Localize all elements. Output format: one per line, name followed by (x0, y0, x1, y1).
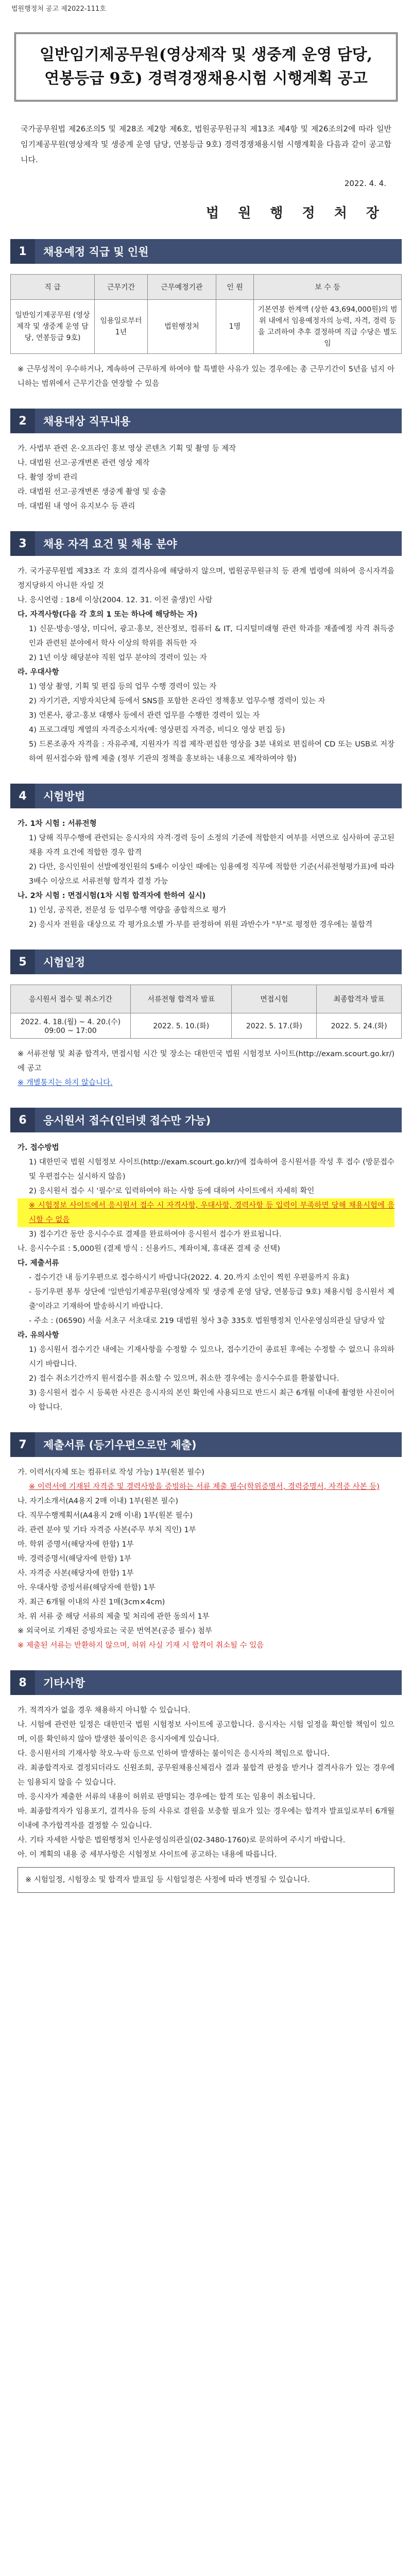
note-text: ※ 근무성적이 우수하거나, 계속하여 근무하게 하여야 할 특별한 사유가 있는 경우에는 총 근무기간이 5년을 넘지 아니하는 범위에서 근무기간을 연장할 수 있음 (18, 365, 394, 388)
list-item: 5) 드론조종자 자격을 : 자유주제, 지원자가 직접 제작·편집한 영상을 3분 내외로 편집하여 CD 또는 USB로 저장하여 원서접수와 함께 제출 (정부 기관의 정책을 홍보하는 내용으로 제작하여야 함) (29, 740, 394, 763)
list-item: 다. 직무수행계획서(A4용지 2매 이내) 1부(원본 필수) (18, 1512, 193, 1520)
list-item: 1) 인성, 공직관, 전문성 등 업무수행 역량을 종합적으로 평가 (29, 906, 227, 914)
note-text: ※ 제출된 서류는 반환하지 않으며, 허위 사실 기재 시 합격이 취소될 수 있음 (18, 1641, 264, 1650)
job-header-period: 근무기간 (95, 275, 148, 300)
note-text: ※ 서류전형 및 최종 합격자, 면접시험 시간 및 장소는 대한민국 법원 시험정보 사이트(http://exam.scourt.go.kr/)에 공고 (18, 1050, 394, 1073)
footer-note: ※ 시험일정, 시험장소 및 합격자 발표일 등 시험일정은 사정에 따라 변경될 수 있습니다. (25, 1876, 310, 1884)
list-item: 사. 기타 자세한 사항은 법원행정처 인사운영심의관실(02-3480-1760)로 문의하여 주시기 바랍니다. (18, 1836, 346, 1844)
job-header-grade: 직 급 (11, 275, 95, 300)
list-item: 다. 응시원서의 기재사항 착오·누락 등으로 인하여 발생하는 불이익은 응시자의 책임으로 합니다. (18, 1750, 330, 1758)
list-item: 2) 응시자 전원을 대상으로 각 평가요소별 가·부를 판정하여 위원 과반수가 "부"로 평정한 경우에는 불합격 (29, 921, 373, 929)
list-item: 나. 자기소개서(A4용지 2매 이내) 1부(원본 필수) (18, 1497, 178, 1505)
list-item: 가. 국가공무원법 제33조 각 호의 결격사유에 해당하지 않으며, 법원공무원규칙 등 관계 법령에 의하여 응시자격을 정지당하지 아니한 자일 것 (18, 567, 394, 590)
title-box (14, 32, 398, 101)
schedule-cell: 2022. 5. 17.(화) (232, 1013, 317, 1039)
section-5-notes (10, 1039, 402, 1090)
warning-text: ※ 시험정보 사이트에서 응시원서 접수 시 자격사항, 우대사항, 경력사항 등 입력이 부족하면 당해 채용시험에 응시할 수 없음 (18, 1198, 394, 1227)
section-title: 채용 자격 요건 및 채용 분야 (35, 531, 402, 556)
section-title: 채용예정 직급 및 인원 (35, 239, 402, 264)
section-8-body (10, 1695, 402, 1862)
list-item: 가. 접수방법 (18, 1144, 59, 1152)
section-number: 3 (10, 531, 35, 556)
section-title: 기타사항 (35, 1670, 402, 1695)
list-item: 마. 학위 증명서(해당자에 한함) 1부 (18, 1540, 134, 1549)
list-item: - 접수기간 내 등기우편으로 접수하시기 바랍니다(2022. 4. 20.까지 소인이 찍힌 우편물까지 유효) (29, 1274, 349, 1282)
section-4-body (10, 808, 402, 932)
section-number: 4 (10, 784, 35, 808)
notice-date: 2022. 4. 4. (344, 179, 386, 188)
job-header-count: 인 원 (216, 275, 254, 300)
section-3-header (10, 531, 402, 556)
title-line-2: 연봉등급 9호) 경력경쟁채용시험 시행계획 공고 (44, 70, 368, 88)
list-item: 가. 1차 시험 : 서류전형 (18, 820, 97, 828)
list-item: 라. 대법원 선고·공개변론 생중계 촬영 및 송출 (18, 488, 166, 496)
section-number: 6 (10, 1108, 35, 1132)
section-1-note (10, 354, 402, 391)
list-item: 가. 이력서(자체 또는 컴퓨터로 작성 가능) 1부(원본 필수) (18, 1468, 204, 1477)
section-6-header (10, 1108, 402, 1132)
section-4-header (10, 784, 402, 808)
schedule-table (10, 985, 402, 1039)
title-line-1: 일반임기제공무원(영상제작 및 생중계 운영 담당, (39, 46, 372, 64)
list-item: 2) 접수 취소기간까지 원서접수를 취소할 수 있으며, 취소한 경우에는 응시수수료를 환불합니다. (29, 1375, 339, 1383)
list-item: 나. 응시연령 : 18세 이상(2004. 12. 31. 이전 출생)인 사람 (18, 596, 213, 604)
job-table (10, 274, 402, 354)
job-grade: 일반임기제공무원 (영상제작 및 생중계 운영 담당, 연봉등급 9호) (11, 300, 95, 354)
job-count: 1명 (216, 300, 254, 354)
list-item: 가. 적격자가 없을 경우 채용하지 아니할 수 있습니다. (18, 1706, 191, 1715)
list-item: 1) 당해 직무수행에 관련되는 응시자의 자격·경력 등이 소정의 기준에 적합한지 여부를 서면으로 심사하여 공고된 채용 자격 요건에 적합한 경우 합격 (29, 834, 394, 857)
list-item: 2) 다만, 응시인원이 선발예정인원의 5배수 이상인 때에는 임용예정 직무에 적합한 기준(서류전형평가표)에 따라 3배수 이상으로 서류전형 합격자 결정 가능 (29, 863, 394, 886)
notice-number: 법원행정처 공고 제2022-111호 (11, 5, 106, 13)
list-item: 다. 제출서류 (18, 1259, 59, 1267)
section-number: 1 (10, 239, 35, 264)
list-item: 아. 이 계획의 내용 중 세부사항은 시험정보 사이트에 공고하는 내용에 따릅니다. (18, 1851, 277, 1859)
section-3-body (10, 556, 402, 766)
schedule-cell: 2022. 5. 10.(화) (131, 1013, 232, 1039)
list-item: 마. 대법원 내 영어 유지보수 등 관리 (18, 502, 135, 511)
section-8-header (10, 1670, 402, 1695)
list-item: 라. 관련 분야 및 기타 자격증 사본(주무 부처 직인) 1부 (18, 1526, 196, 1534)
section-7-body (10, 1457, 402, 1653)
section-number: 8 (10, 1670, 35, 1695)
list-item: 4) 프로그래밍 계열의 자격증소지자(예: 영상편집 자격증, 비디오 영상 편집 등) (29, 726, 285, 734)
list-item: 3) 접수기간 동안 응시수수료 결제를 완료하여야 응시원서 접수가 완료됩니다. (29, 1230, 282, 1239)
list-item: 1) 응시원서 접수기간 내에는 기재사항을 수정할 수 있으나, 접수기간이 종료된 후에는 수정할 수 없으니 유의하시기 바랍니다. (29, 1346, 394, 1368)
list-item: 2) 응시원서 접수 시 '필수'로 입력하여야 하는 사항 등에 대하여 사이트에서 자세히 확인 (29, 1187, 315, 1195)
job-header-org: 근무예정기관 (148, 275, 216, 300)
section-title: 채용대상 직무내용 (35, 409, 402, 433)
section-6-body (10, 1132, 402, 1415)
list-item: 바. 경력증명서(해당자에 한함) 1부 (18, 1555, 132, 1563)
list-item: 1) 대한민국 법원 시험정보 사이트(http://exam.scourt.go.kr/)에 접속하여 응시원서를 작성 후 접수 (방문접수 및 우편접수는 실시하지 않음) (29, 1158, 394, 1181)
list-item: - 주소 : (06590) 서울 서초구 서초대로 219 대법원 청사 3층 335호 법원행정처 인사운영심의관실 담당자 앞 (29, 1317, 385, 1325)
job-pay: 기본연봉 한계액 (상한 43,694,000원)의 범위 내에서 임용예정자의 능력, 자격, 경력 등을 고려하여 추후 결정하며 직급 수당은 별도임 (254, 300, 402, 354)
list-item: 마. 응시자가 제출한 서류의 내용이 허위로 판명되는 경우에는 합격 또는 임용이 취소됩니다. (18, 1793, 316, 1801)
list-item: 다. 촬영 장비 관리 (18, 473, 78, 482)
job-org: 법원행정처 (148, 300, 216, 354)
section-title: 응시원서 접수(인터넷 접수만 가능) (35, 1108, 402, 1132)
section-number: 7 (10, 1432, 35, 1457)
schedule-header: 서류전형 합격자 발표 (131, 985, 232, 1013)
list-item: 사. 자격증 사본(해당자에 한함) 1부 (18, 1569, 134, 1578)
section-2-header (10, 409, 402, 433)
list-item: 차. 위 서류 중 해당 서류의 제출 및 처리에 관한 동의서 1부 (18, 1613, 210, 1621)
notice-page (10, 0, 402, 1893)
section-2-body (10, 433, 402, 514)
issuer: 법 원 행 정 처 장 (206, 206, 386, 221)
list-item: 바. 최종합격자가 임용포기, 결격사유 등의 사유로 결원을 보충할 필요가 있는 경우에는 합격자 발표일로부터 6개월 이내에 추가합격자를 결정할 수 있습니다. (18, 1807, 394, 1830)
section-5-header (10, 950, 402, 974)
section-1-header (10, 239, 402, 264)
footer-note-box (18, 1867, 394, 1893)
list-item: 라. 우대사항 (18, 668, 59, 676)
list-item: 라. 유의사항 (18, 1331, 59, 1340)
schedule-header: 면접시험 (232, 985, 317, 1013)
schedule-header: 응시원서 접수 및 취소기간 (11, 985, 131, 1013)
schedule-cell: 2022. 5. 24.(화) (317, 1013, 402, 1039)
schedule-cell: 2022. 4. 18.(월) ~ 4. 20.(수) 09:00 ~ 17:00 (11, 1013, 131, 1039)
section-title: 제출서류 (등기우편으로만 제출) (35, 1432, 402, 1457)
list-item: 자. 최근 6개월 이내의 사진 1매(3cm×4cm) (18, 1598, 165, 1606)
list-item: 2) 자기기관, 지방자치단체 등에서 SNS를 포함한 온라인 정책홍보 업무수행 경력이 있는 자 (29, 697, 325, 705)
list-item: - 등기우편 봉투 상단에 '일반임기제공무원(영상제작 및 생중계 운영 담당, 연봉등급 9호) 채용시험 응시원서 제출'이라고 기재하여 발송하시기 바랍니다. (29, 1288, 394, 1311)
intro-text: 국가공무원법 제26조의5 및 제28조 제2항 제6호, 법원공무원규칙 제13조 제4항 및 제26조의2에 따라 일반임기제공무원(영상제작 및 생중계 운영 담당, 연봉등급 9호) 경력경쟁채용시험 시행계획을 다음과 같이 공고합니다. (21, 124, 391, 164)
section-number: 5 (10, 950, 35, 974)
section-title: 시험일정 (35, 950, 402, 974)
list-item: 1) 신문·방송·영상, 미디어, 광고·홍보, 전산정보, 컴퓨터 & IT, 디지털미래형 관련 학과를 재졸예정 자격 취득중인과 관련된 분야에서 학사 이상의 학위를 취득한 자 (29, 625, 394, 648)
schedule-header: 최종합격자 발표 (317, 985, 402, 1013)
list-item: 나. 2차 시험 : 면접시험(1차 시험 합격자에 한하여 실시) (18, 892, 206, 900)
list-item: 1) 영상 촬영, 기획 및 편집 등의 업무 수행 경력이 있는 자 (29, 683, 217, 691)
list-item: 나. 대법원 선고·공개변론 관련 영상 제작 (18, 459, 150, 467)
warning-text: ※ 이력서에 기재된 자격증 및 경력사항을 증빙하는 서류 제출 필수(학위증명서, 경력증명서, 자격증 사본 등) (29, 1483, 380, 1491)
list-item: 나. 응시수수료 : 5,000원 (결제 방식 : 신용카드, 계좌이체, 휴대폰 결제 중 선택) (18, 1245, 280, 1253)
section-7-header (10, 1432, 402, 1457)
list-item: 2) 1년 이상 해당분야 직원 업무 분야의 경력이 있는 자 (29, 654, 207, 662)
list-item: 3) 언론사, 광고·홍보 대행사 등에서 관련 업무를 수행한 경력이 있는 자 (29, 711, 260, 720)
list-item: 다. 자격사항(다음 각 호의 1 또는 하나에 해당하는 자) (18, 611, 198, 619)
list-item: 나. 시험에 관련한 일정은 대한민국 법원 시험정보 사이트에 공고합니다. 응시자는 시험 일정을 확인할 책임이 있으며, 이를 확인하지 않아 발생한 불이익은 응시자에게 있습니다. (18, 1721, 394, 1743)
note-text: ※ 외국어로 기재된 증빙자료는 국문 번역본(공증 필수) 첨부 (18, 1627, 212, 1635)
list-item: 라. 최종합격자로 결정되더라도 신원조회, 공무원채용신체검사 결과 불합격 판정을 받거나 결격사유가 있는 경우에는 임용되지 않을 수 있습니다. (18, 1764, 394, 1787)
section-number: 2 (10, 409, 35, 433)
list-item: 가. 사법부 관련 온·오프라인 홍보 영상 콘텐츠 기획 및 촬영 등 제작 (18, 445, 236, 453)
job-period: 임용일로부터 1년 (95, 300, 148, 354)
note-text: ※ 개별통지는 하지 않습니다. (18, 1079, 113, 1087)
list-item: 아. 우대사항 증빙서류(해당자에 한함) 1부 (18, 1584, 156, 1592)
job-header-pay: 보 수 등 (254, 275, 402, 300)
section-title: 시험방법 (35, 784, 402, 808)
list-item: 3) 응시원서 접수 시 등록한 사진은 응시자의 본인 확인에 사용되므로 반드시 최근 6개월 이내에 촬영한 사진이어야 합니다. (29, 1389, 394, 1412)
